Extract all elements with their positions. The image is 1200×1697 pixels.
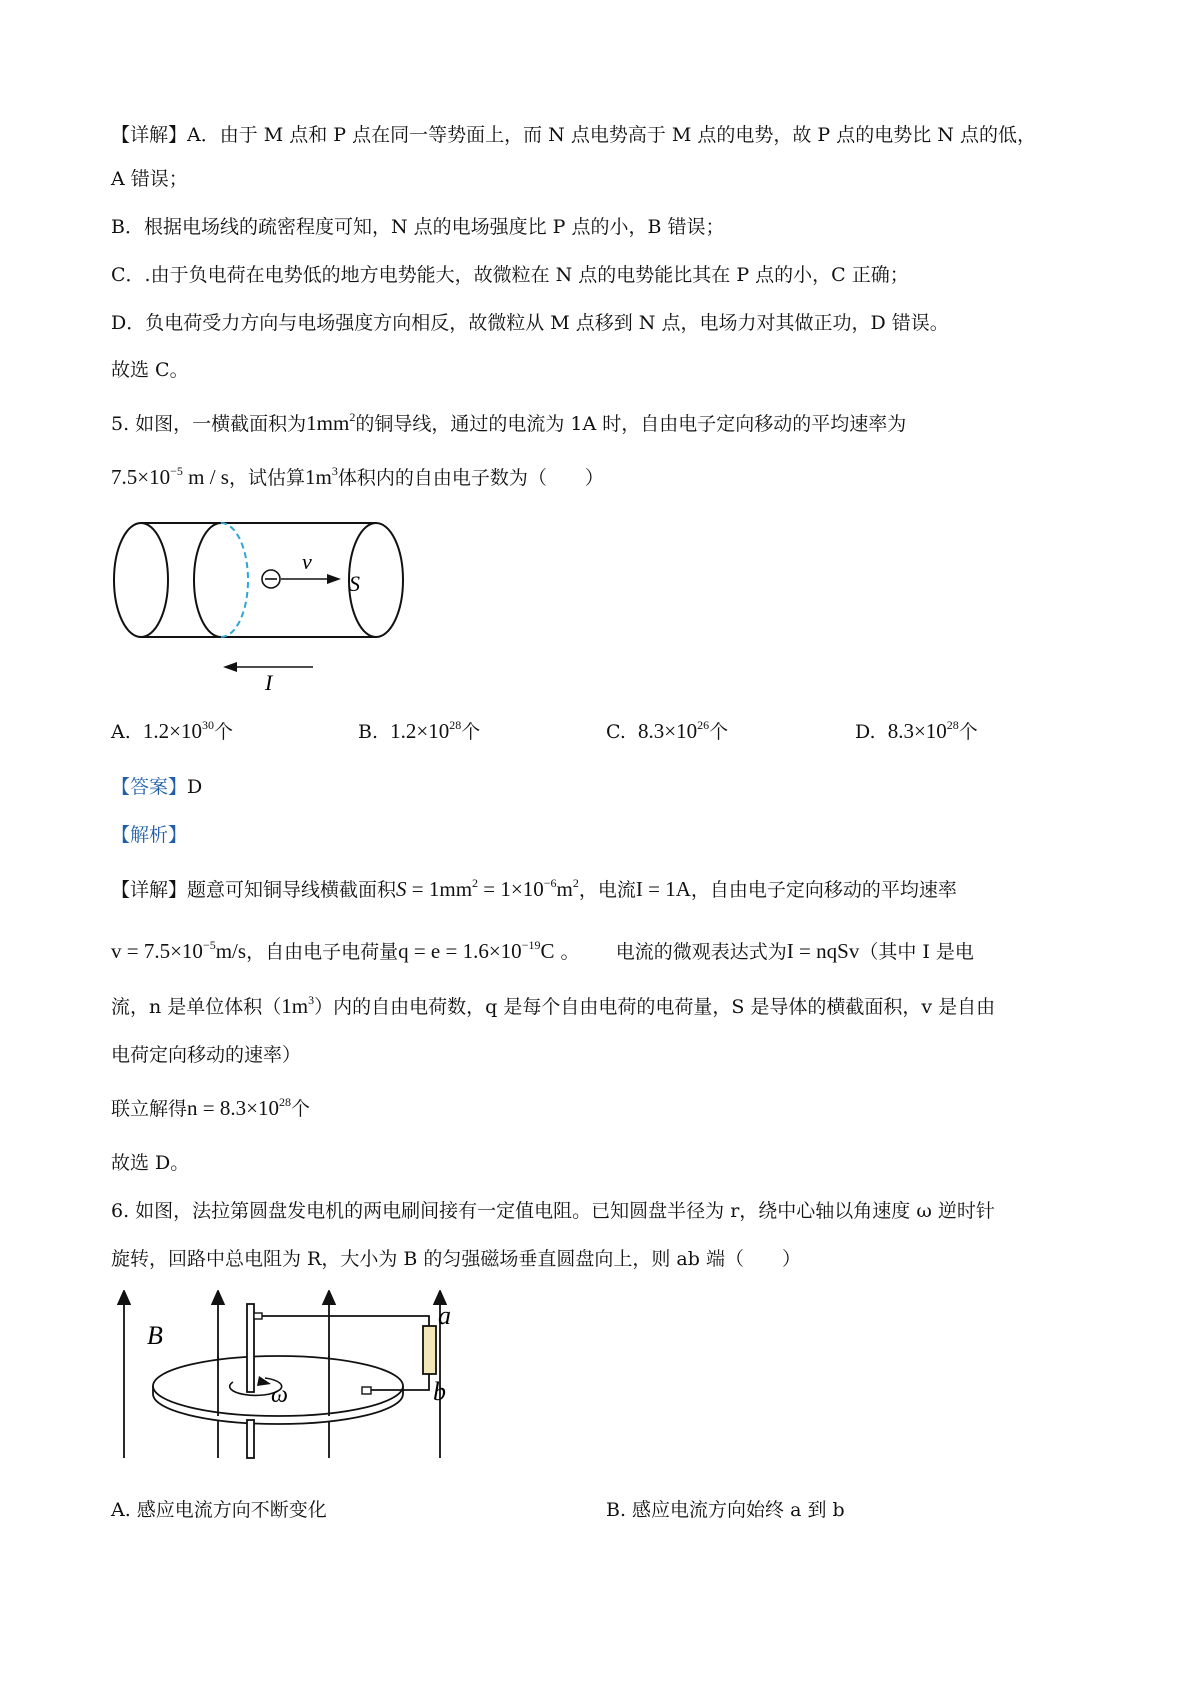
q4-explanation-d: D．负电荷受力方向与电场强度方向相反，故微粒从 M 点移到 N 点，电场力对其做正功，D 错误。 (111, 312, 949, 334)
q5-stem-line1: 5. 如图，一横截面积为$1mm^2$的铜导线，通过的电流为 1A 时，自由电子定向移动的平均速率为 (111, 410, 907, 435)
q4-explanation-a-line2: A 错误； (111, 168, 188, 190)
resistor (423, 1326, 436, 1374)
q5-option-a[interactable]: A. $1.2\times 10^{30}$个 (111, 718, 233, 743)
q5-analysis-tag: 【解析】 (111, 824, 188, 846)
electron-charge-icon (262, 570, 280, 588)
q6-option-b[interactable]: B. 感应电流方向始终 a 到 b (606, 1499, 845, 1521)
velocity-label: v (302, 549, 312, 574)
area-label: S (349, 571, 360, 596)
q5-wire-figure (105, 515, 425, 690)
terminal-a-label: a (438, 1301, 451, 1330)
q5-solve: 联立解得$n = 8.3\times 10^{28}$个 (111, 1095, 310, 1120)
q6-faraday-disk-figure (105, 1290, 505, 1465)
q5-stem-line2: $7.5\times 10^{-5}$ m / s，试估算$1m^3$体积内的自由电子数为（ ） (111, 464, 604, 489)
cross-section-solid-arc (194, 523, 221, 637)
q5-option-d[interactable]: D. $8.3\times 10^{28}$个 (855, 718, 978, 743)
q4-explanation-a-line1: 【详解】A．由于 M 点和 P 点在同一等势面上，而 N 点电势高于 M 点的电势，故 P 点的电势比 N 点的低， (111, 124, 1036, 146)
axle (247, 1304, 254, 1392)
rim-brush (362, 1387, 371, 1394)
q6-stem-line2: 旋转，回路中总电阻为 R，大小为 B 的匀强磁场垂直圆盘向上，则 ab 端（ ） (111, 1248, 801, 1270)
detail-tag: 【详解】 (111, 124, 188, 146)
q5-option-c[interactable]: C. $8.3\times 10^{26}$个 (606, 718, 729, 743)
q5-area-math: $1mm^2$ (306, 410, 356, 435)
q5-detail-line1: 【详解】题意可知铜导线横截面积$S = 1mm^2 = 1\times 10^{-6}m^2$，电流I = 1A，自由电子定向移动的平均速率 (111, 876, 957, 901)
cylinder-left-end (114, 523, 168, 637)
q5-option-b[interactable]: B. $1.2\times 10^{28}$个 (358, 718, 481, 743)
q5-answer: 【答案】D (111, 776, 203, 798)
q4-explanation-b: B．根据电场线的疏密程度可知，N 点的电场强度比 P 点的小，B 错误； (111, 216, 725, 238)
axle-lower (247, 1420, 254, 1458)
current-label: I (265, 670, 273, 690)
cross-section-dashed-arc (221, 523, 248, 637)
q4-conclusion: 故选 C。 (111, 359, 189, 381)
q5-detail-line3: 流，n 是单位体积$(1m^3)$内的自由电荷数，q 是每个自由电荷的电荷量，S 是导体的横截面积，v 是自由 (111, 993, 996, 1018)
q5-volume-math: $1m^3$ (304, 464, 338, 489)
q5-detail-line4: 电荷定向移动的速率） (111, 1044, 302, 1066)
q5-conclusion: 故选 D。 (111, 1152, 190, 1174)
axle-brush (254, 1313, 262, 1319)
velocity-arrow-icon (281, 574, 341, 584)
omega-label: ω (271, 1382, 288, 1408)
q6-option-a[interactable]: A. 感应电流方向不断变化 (111, 1499, 327, 1521)
q6-stem-line1: 6. 如图，法拉第圆盘发电机的两电刷间接有一定值电阻。已知圆盘半径为 r，绕中心轴以角速度 ω 逆时针 (111, 1200, 995, 1222)
q4-explanation-c: C．.由于负电荷在电势低的地方电势能大，故微粒在 N 点的电势能比其在 P 点的小，C 正确； (111, 264, 909, 286)
field-label: B (147, 1321, 163, 1350)
q5-speed-math: $7.5\times 10^{-5}$ m / s (111, 464, 229, 489)
terminal-b-label: b (433, 1377, 446, 1406)
q5-detail-line2: $v = 7.5\times 10^{-5}m/s$，自由电子电荷量$q = e = 1.6\times 10^{-19}C$ 。 电流的微观表达式为I = nqSv（其中 I 是电 (111, 938, 974, 963)
